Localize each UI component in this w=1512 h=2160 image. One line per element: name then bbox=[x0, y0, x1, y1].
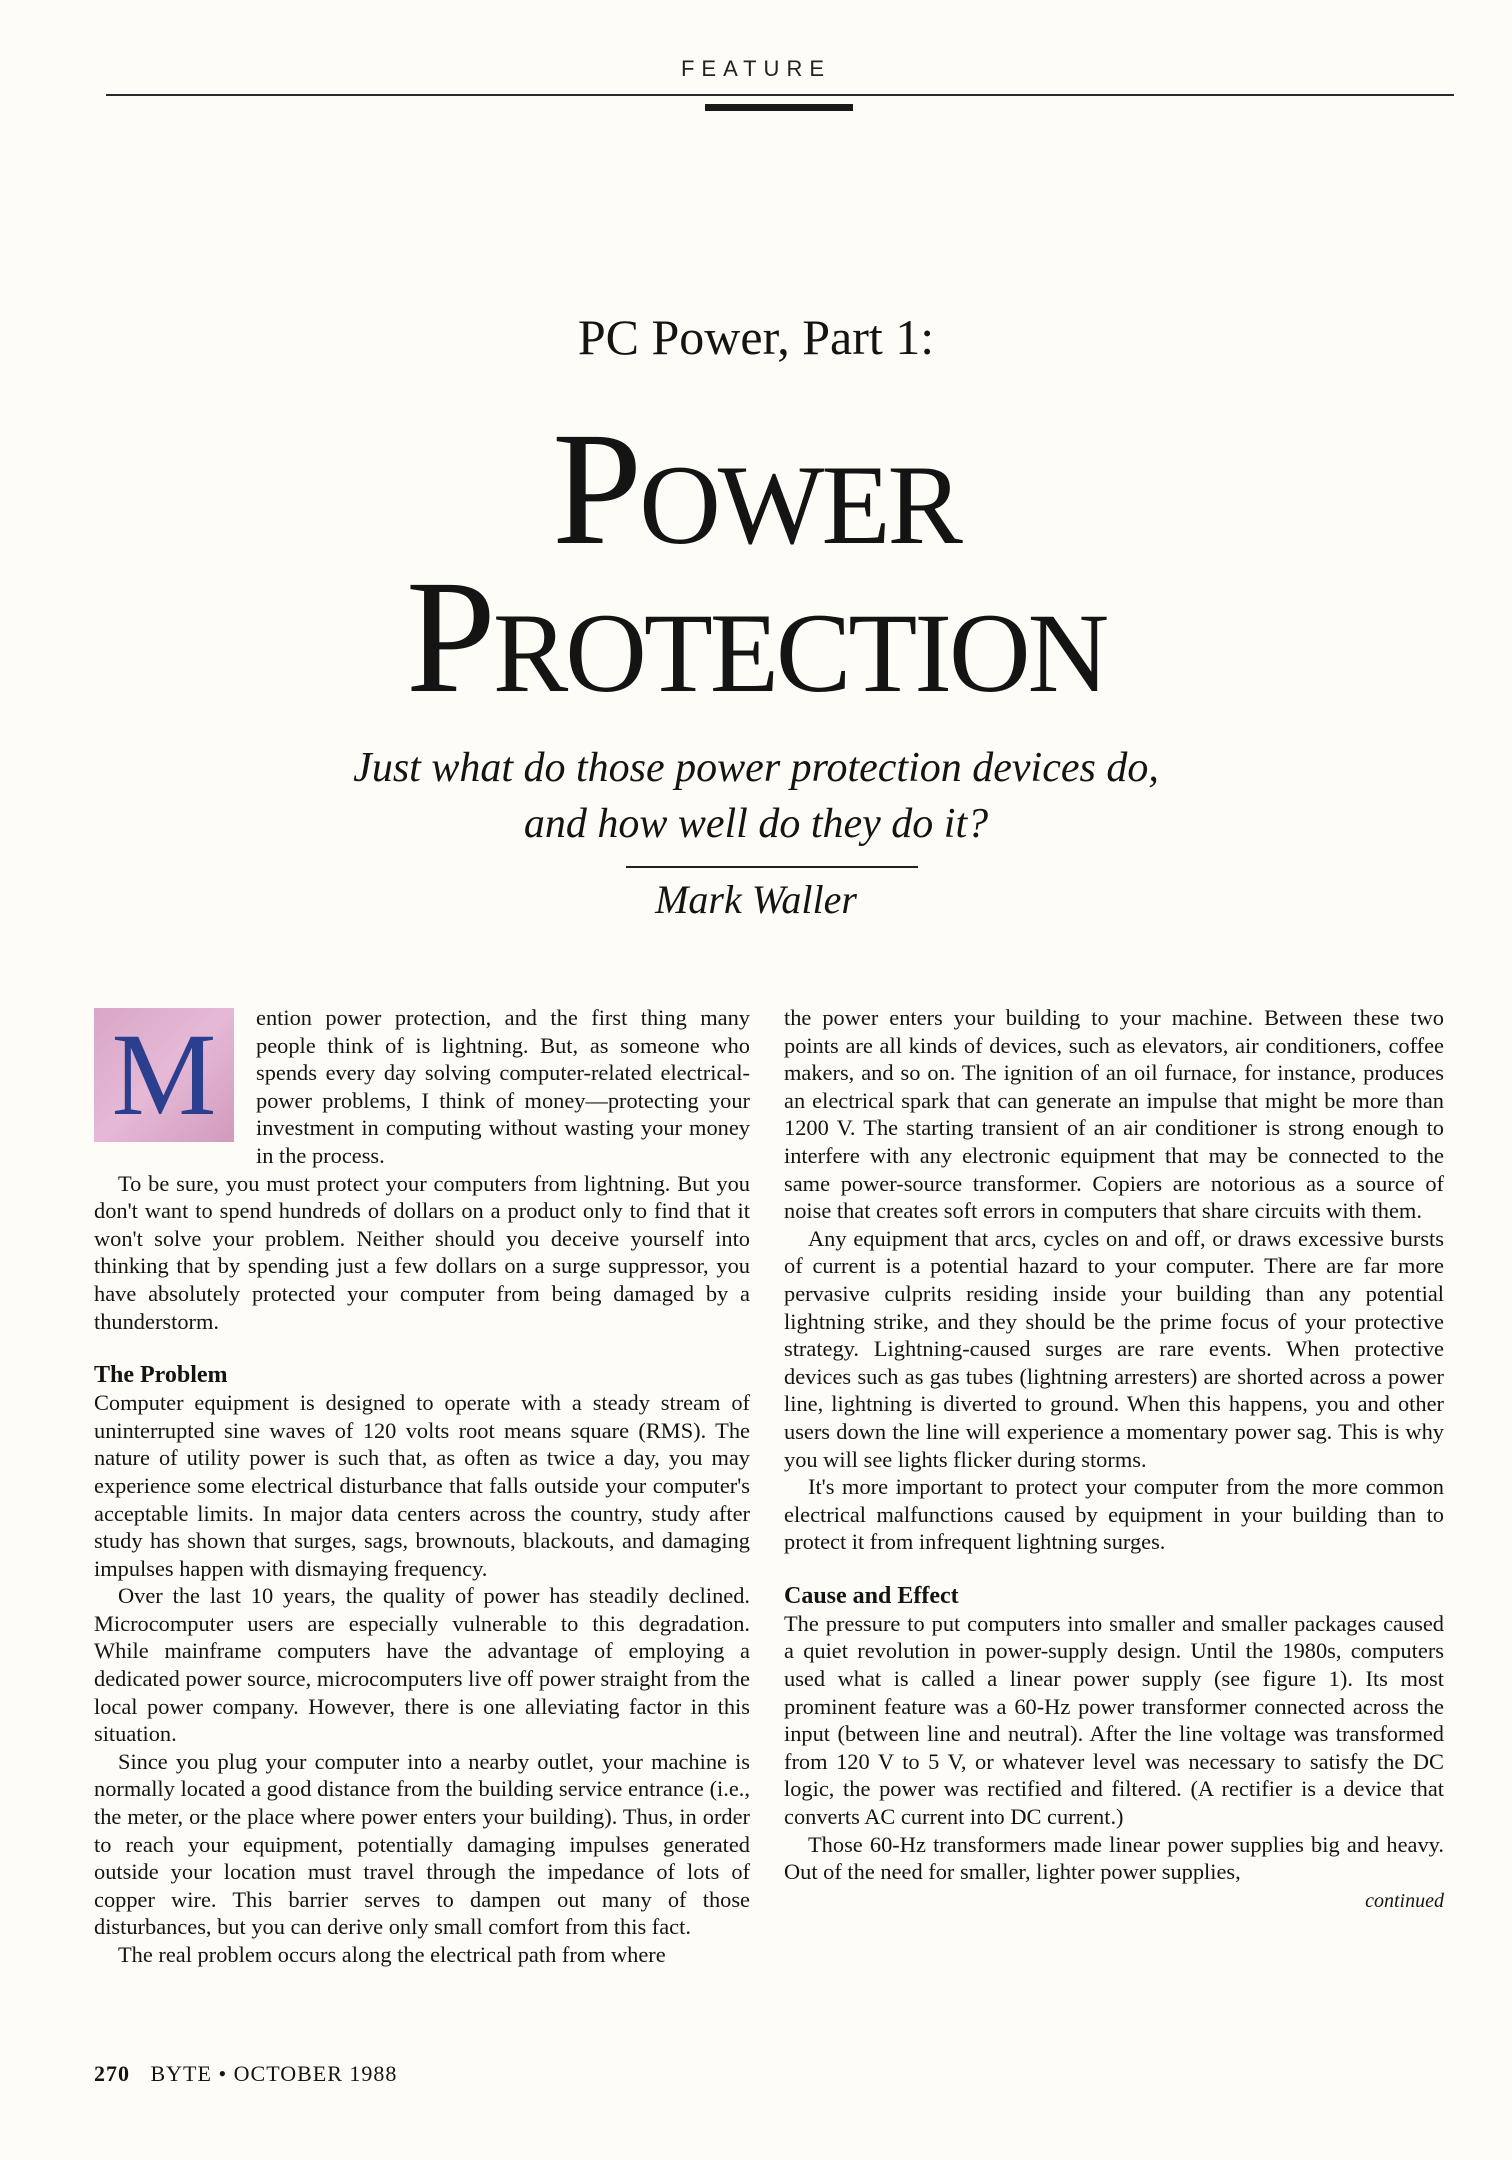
heading-the-problem: The Problem bbox=[94, 1362, 228, 1389]
headline bbox=[0, 400, 1512, 727]
intro-paragraph-2: To be sure, you must protect your computers from lightning. But you don't want to spend hundreds of dollars on a product only to find that it won't solve your problem. Neither should you deceive yourself into thinking that by spending just a few dollars on a surge suppressor, you have absolutely protected your computer from being damaged by a thunderstorm. bbox=[94, 1170, 750, 1334]
headline-line-2: Protection bbox=[405, 548, 1107, 727]
right-paragraph-2: Any equipment that arcs, cycles on and off, or draws excessive bursts of current is a potential hazard to your computer. There are far more pervasive culprits residing inside your building than any potential lightning strike, and they should be the prime focus of your protective strategy. Lightning-caused surges are rare events. When protective devices such as gas tubes (lightning arresters) are shorted across a power line, lightning is diverted to ground. When this happens, you and other users down the line will experience a momentary power sag. This is why you will see lights flicker during storms. bbox=[784, 1225, 1444, 1472]
problem-paragraph-2: Over the last 10 years, the quality of power has steadily declined. Microcomputer users are especially vulnerable to this degradation. While mainframe computers have the advantage of employing a dedicated power source, microcomputers live off power straight from the local power company. However, there is one alleviating factor in this situation. bbox=[94, 1583, 750, 1747]
header-rule bbox=[106, 94, 1454, 96]
deck-line-1: Just what do those power protection devices do, bbox=[353, 745, 1159, 791]
header-accent-bar bbox=[705, 104, 853, 111]
deck-line-2: and how well do they do it? bbox=[523, 801, 989, 847]
intro-paragraph-1: ention power protection, and the first thing many people think of is lightning. But, as someone who spends every day solving computer-related electrical-power problems, I think of money—protecting your investment in computing without wasting your money in the process. bbox=[256, 1005, 750, 1168]
section-label: FEATURE bbox=[680, 56, 832, 81]
deck bbox=[0, 740, 1512, 852]
series-title: PC Power, Part 1: bbox=[577, 309, 935, 365]
problem-paragraph-4: The real problem occurs along the electrical path from where bbox=[118, 1942, 666, 1967]
heading-cause-and-effect: Cause and Effect bbox=[784, 1582, 959, 1609]
dropcap: M bbox=[94, 1008, 234, 1142]
byline-rule bbox=[626, 866, 918, 868]
continued-note: continued bbox=[1365, 1889, 1444, 1912]
page-number: 270 bbox=[94, 2061, 130, 2086]
headline-line-1: Power bbox=[552, 400, 960, 579]
article-column-left bbox=[94, 1004, 750, 1969]
page-footer bbox=[94, 2061, 397, 2087]
cause-paragraph-1: The pressure to put computers into smaller and smaller packages caused a quiet revolution in power-supply design. Until the 1980s, computers used what is called a linear power supply (see figure 1). Its most prominent feature was a 60-Hz power transformer connected across the input (between line and neutral). After the line voltage was transformed from 120 V to 5 V, or whatever level was necessary to satisfy the DC logic, the power was rectified and filtered. (A rectifier is a device that converts AC current into DC current.) bbox=[784, 1610, 1444, 1830]
author-byline: Mark Waller bbox=[655, 877, 857, 922]
cause-paragraph-2: Those 60-Hz transformers made linear power supplies big and heavy. Out of the need for smaller, lighter power supplies, bbox=[784, 1831, 1444, 1885]
right-paragraph-1: the power enters your building to your machine. Between these two points are all kinds of devices, such as elevators, air conditioners, coffee makers, and so on. The ignition of an oil furnace, for instance, produces an electrical spark that can generate an impulse that might be more than 1200 V. The starting transient of an air conditioner is strong enough to interfere with any electronic equipment that may be connected to the same power-source transformer. Copiers are notorious as a source of noise that creates soft errors in computers that share circuits with them. bbox=[784, 1005, 1444, 1224]
right-paragraph-3: It's more important to protect your computer from the more common electrical malfunctions caused by equipment in your building than to protect it from infrequent lightning surges. bbox=[784, 1474, 1444, 1555]
problem-paragraph-3: Since you plug your computer into a nearby outlet, your machine is normally located a good distance from the building service entrance (i.e., the meter, or the place where power enters your building). Thus, in order to reach your equipment, potentially damaging impulses generated outside your location must travel through the impedance of lots of copper wire. This barrier serves to dampen out many of those disturbances, but you can derive only small comfort from this fact. bbox=[94, 1748, 750, 1940]
article-column-right bbox=[784, 1004, 1444, 1915]
problem-paragraph-1: Computer equipment is designed to operate with a steady stream of uninterrupted sine waves of 120 volts root means square (RMS). The nature of utility power is such that, as often as twice a day, you may experience some electrical disturbance that falls outside your computer's acceptable limits. In major data centers across the country, study after study has shown that surges, sags, brownouts, blackouts, and damaging impulses happen with dismaying frequency. bbox=[94, 1390, 750, 1581]
publication-line: BYTE • OCTOBER 1988 bbox=[150, 2061, 398, 2086]
